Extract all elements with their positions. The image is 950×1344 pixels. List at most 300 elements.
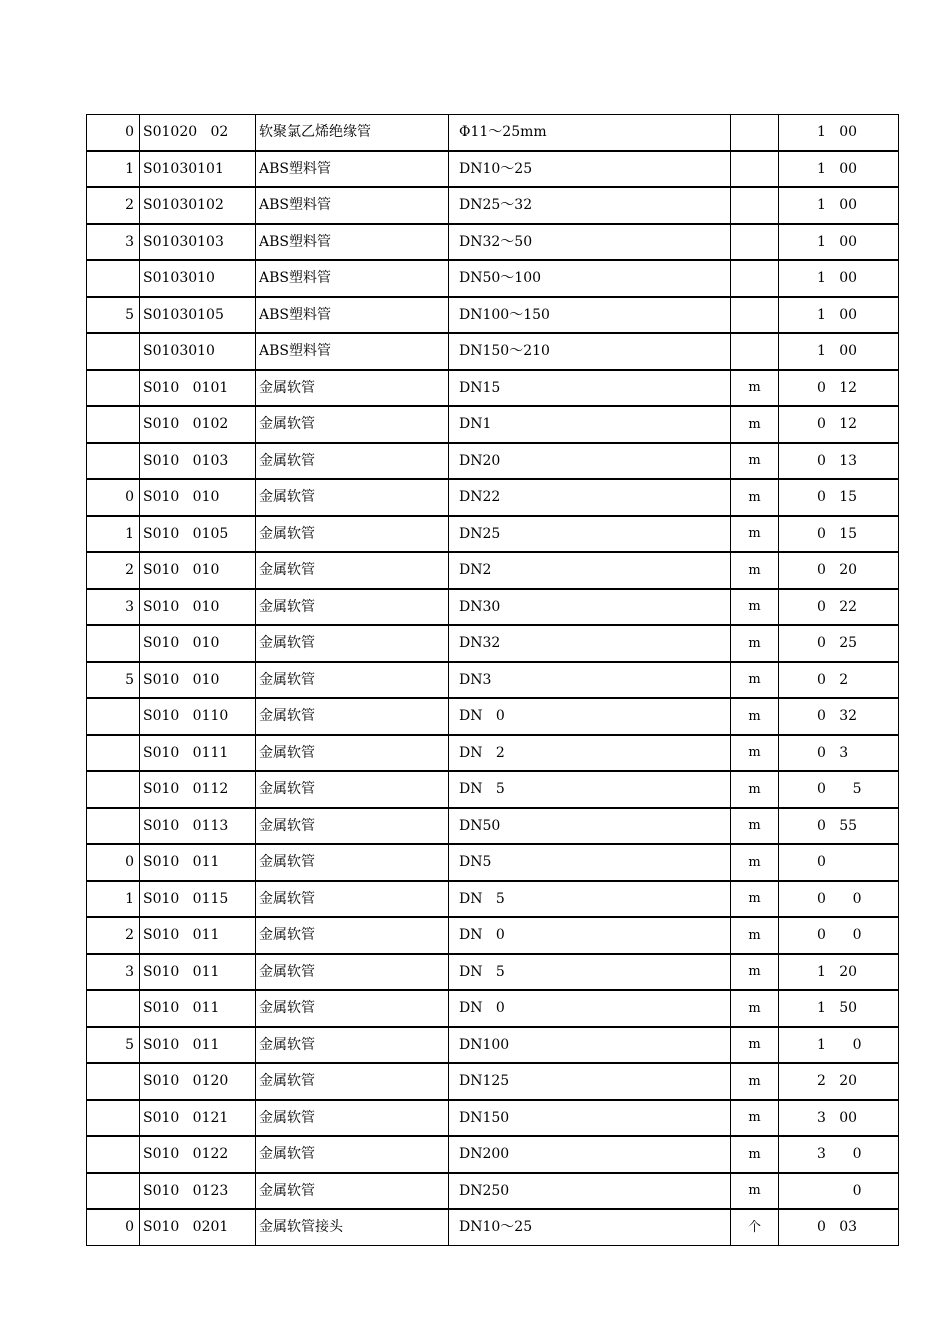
table-row (87, 698, 899, 735)
item-name-cell (256, 954, 449, 991)
item-code-text: S010 011 (143, 963, 220, 980)
table-row (87, 406, 899, 443)
item-code-text: S010 0121 (143, 1109, 229, 1126)
item-quantity-text: 0 32 (817, 708, 858, 725)
row-number-cell (87, 1100, 140, 1137)
row-number-cell (87, 881, 140, 918)
item-quantity-text: 1 50 (817, 1000, 858, 1017)
item-unit-text: m (748, 745, 761, 761)
item-quantity-text: 0 25 (817, 635, 858, 652)
item-spec-text: DN10～25 (459, 1219, 533, 1236)
row-number-text: 0 (125, 854, 134, 871)
item-code-cell (140, 881, 256, 918)
item-unit-text: m (748, 781, 761, 797)
item-name-text: ABS塑料管 (259, 306, 331, 323)
item-code-cell (140, 771, 256, 808)
item-unit-text: m (748, 599, 761, 615)
item-name-cell (256, 625, 449, 662)
item-spec-cell (449, 333, 731, 370)
item-unit-cell (731, 406, 779, 443)
row-number-cell (87, 954, 140, 991)
item-spec-cell (449, 844, 731, 881)
item-name-cell (256, 406, 449, 443)
item-name-cell (256, 1173, 449, 1210)
item-name-text: 金属软管 (259, 708, 315, 725)
item-name-cell (256, 771, 449, 808)
table-row (87, 589, 899, 626)
item-quantity-text: 0 0 (817, 890, 862, 907)
item-unit-cell (731, 552, 779, 589)
item-quantity-text: 0 2 (817, 671, 849, 688)
item-quantity-text: 3 0 (817, 1146, 862, 1163)
item-name-text: 金属软管 (259, 379, 315, 396)
item-name-text: 金属软管 (259, 1109, 315, 1126)
item-name-text: ABS塑料管 (259, 197, 331, 214)
table-row (87, 844, 899, 881)
item-quantity-text: 1 00 (817, 270, 858, 287)
item-unit-cell (731, 1173, 779, 1210)
item-spec-text: DN10～25 (459, 160, 533, 177)
table-row (87, 808, 899, 845)
item-quantity-text: 0 0 (817, 927, 862, 944)
item-spec-cell (449, 1136, 731, 1173)
item-name-cell (256, 735, 449, 772)
table-row (87, 771, 899, 808)
item-quantity-cell (779, 990, 899, 1027)
item-spec-cell (449, 1063, 731, 1100)
item-name-text: ABS塑料管 (259, 160, 331, 177)
item-spec-text: DN5 (459, 854, 492, 871)
item-spec-text: DN32～50 (459, 233, 533, 250)
item-name-cell (256, 552, 449, 589)
row-number-text: 5 (125, 671, 134, 688)
item-spec-text: DN50～100 (459, 270, 542, 287)
item-quantity-text: 0 5 (817, 781, 862, 798)
item-name-cell (256, 662, 449, 699)
row-number-cell (87, 808, 140, 845)
item-code-cell (140, 406, 256, 443)
item-unit-text: m (748, 818, 761, 834)
item-name-text: 金属软管 (259, 452, 315, 469)
item-code-cell (140, 260, 256, 297)
item-quantity-cell (779, 151, 899, 188)
item-spec-cell (449, 808, 731, 845)
item-spec-cell (449, 443, 731, 480)
item-name-text: 金属软管 (259, 1000, 315, 1017)
item-quantity-text: 0 12 (817, 379, 858, 396)
item-code-cell (140, 844, 256, 881)
item-unit-cell (731, 260, 779, 297)
table-row (87, 735, 899, 772)
item-quantity-cell (779, 443, 899, 480)
row-number-cell (87, 1063, 140, 1100)
row-number-cell (87, 990, 140, 1027)
item-spec-text: DN 5 (459, 890, 505, 907)
item-code-cell (140, 954, 256, 991)
item-spec-cell (449, 1209, 731, 1245)
item-quantity-cell (779, 224, 899, 261)
item-code-text: S010 011 (143, 927, 220, 944)
item-unit-cell (731, 698, 779, 735)
item-unit-text: m (748, 380, 761, 396)
item-code-text: S010 0115 (143, 890, 229, 907)
item-spec-text: DN 2 (459, 744, 505, 761)
item-quantity-text: 1 00 (817, 233, 858, 250)
item-name-cell (256, 479, 449, 516)
item-spec-cell (449, 917, 731, 954)
row-number-cell (87, 516, 140, 553)
item-spec-cell (449, 625, 731, 662)
item-quantity-text: 0 (817, 854, 826, 871)
row-number-cell (87, 115, 140, 151)
item-unit-cell (731, 151, 779, 188)
item-code-text: S010 010 (143, 489, 220, 506)
item-name-cell (256, 1063, 449, 1100)
item-quantity-text: 1 00 (817, 197, 858, 214)
item-spec-text: DN 0 (459, 1000, 505, 1017)
item-quantity-cell (779, 1063, 899, 1100)
item-name-cell (256, 808, 449, 845)
item-spec-cell (449, 297, 731, 334)
item-quantity-text: 2 20 (817, 1073, 858, 1090)
item-spec-cell (449, 151, 731, 188)
item-unit-text: m (748, 672, 761, 688)
item-code-text: S01030105 (143, 306, 224, 323)
row-number-cell (87, 698, 140, 735)
item-spec-text: DN30 (459, 598, 501, 615)
item-quantity-cell (779, 1100, 899, 1137)
item-name-cell (256, 1100, 449, 1137)
table-row (87, 954, 899, 991)
item-code-text: S010 010 (143, 562, 220, 579)
item-name-cell (256, 443, 449, 480)
item-unit-cell (731, 516, 779, 553)
row-number-cell (87, 297, 140, 334)
item-quantity-text: 0 55 (817, 817, 858, 834)
item-quantity-text: 1 00 (817, 160, 858, 177)
row-number-cell (87, 662, 140, 699)
item-code-text: S010 0113 (143, 817, 229, 834)
item-unit-cell (731, 224, 779, 261)
item-unit-text: m (748, 854, 761, 870)
item-name-text: 金属软管 (259, 525, 315, 542)
item-name-text: ABS塑料管 (259, 343, 331, 360)
item-name-cell (256, 881, 449, 918)
item-quantity-cell (779, 954, 899, 991)
item-code-cell (140, 1173, 256, 1210)
item-name-text: 金属软管 (259, 1073, 315, 1090)
table-row (87, 625, 899, 662)
item-spec-cell (449, 954, 731, 991)
item-unit-cell (731, 370, 779, 407)
item-name-text: 金属软管 (259, 671, 315, 688)
item-unit-cell (731, 333, 779, 370)
row-number-text: 3 (125, 963, 134, 980)
item-code-text: S010 0201 (143, 1219, 229, 1236)
item-quantity-cell (779, 479, 899, 516)
item-quantity-text: 1 00 (817, 343, 858, 360)
item-unit-cell (731, 662, 779, 699)
item-quantity-cell (779, 735, 899, 772)
table-row (87, 1173, 899, 1210)
item-quantity-cell (779, 844, 899, 881)
item-name-cell (256, 844, 449, 881)
item-code-text: S010 0110 (143, 708, 229, 725)
table-row (87, 881, 899, 918)
item-spec-cell (449, 1100, 731, 1137)
item-code-text: S010 0101 (143, 379, 229, 396)
item-unit-cell (731, 1209, 779, 1245)
item-code-cell (140, 589, 256, 626)
item-spec-cell (449, 1173, 731, 1210)
item-quantity-cell (779, 1136, 899, 1173)
item-quantity-cell (779, 187, 899, 224)
item-quantity-text: 1 0 (817, 1036, 862, 1053)
table-row (87, 552, 899, 589)
item-name-text: 软聚氯乙烯绝缘管 (259, 124, 371, 141)
item-code-text: S010 0123 (143, 1182, 229, 1199)
item-code-text: S010 0120 (143, 1073, 229, 1090)
item-spec-text: DN2 (459, 562, 492, 579)
item-spec-cell (449, 370, 731, 407)
item-name-cell (256, 1136, 449, 1173)
item-unit-text: m (748, 708, 761, 724)
item-code-text: S0103010 (143, 270, 215, 287)
row-number-text: 2 (125, 562, 134, 579)
item-code-text: S010 010 (143, 671, 220, 688)
item-code-cell (140, 443, 256, 480)
item-name-text: 金属软管 (259, 890, 315, 907)
row-number-cell (87, 1209, 140, 1245)
item-quantity-cell (779, 698, 899, 735)
item-unit-cell (731, 954, 779, 991)
item-spec-cell (449, 479, 731, 516)
item-spec-cell (449, 516, 731, 553)
item-code-cell (140, 115, 256, 151)
table-row (87, 260, 899, 297)
item-unit-text: m (748, 562, 761, 578)
item-spec-text: DN100 (459, 1036, 510, 1053)
table-row (87, 1063, 899, 1100)
table-row (87, 151, 899, 188)
item-name-text: 金属软管 (259, 1146, 315, 1163)
item-spec-cell (449, 1027, 731, 1064)
item-unit-cell (731, 844, 779, 881)
item-name-cell (256, 589, 449, 626)
item-name-cell (256, 516, 449, 553)
item-unit-text: m (748, 891, 761, 907)
item-name-cell (256, 297, 449, 334)
item-code-cell (140, 552, 256, 589)
item-quantity-cell (779, 771, 899, 808)
item-spec-text: DN32 (459, 635, 501, 652)
item-code-cell (140, 1063, 256, 1100)
item-unit-cell (731, 589, 779, 626)
table-row (87, 990, 899, 1027)
row-number-text: 2 (125, 927, 134, 944)
item-quantity-cell (779, 406, 899, 443)
item-spec-cell (449, 662, 731, 699)
item-quantity-cell (779, 662, 899, 699)
item-unit-cell (731, 808, 779, 845)
item-code-text: S010 010 (143, 635, 220, 652)
item-unit-cell (731, 479, 779, 516)
item-name-text: 金属软管 (259, 781, 315, 798)
item-spec-text: DN 0 (459, 708, 505, 725)
table-row (87, 443, 899, 480)
row-number-text: 3 (125, 598, 134, 615)
item-name-cell (256, 370, 449, 407)
item-code-text: S010 0103 (143, 452, 229, 469)
item-quantity-cell (779, 516, 899, 553)
item-quantity-cell (779, 808, 899, 845)
item-code-cell (140, 662, 256, 699)
item-code-text: S010 0105 (143, 525, 229, 542)
table-row (87, 187, 899, 224)
item-name-cell (256, 990, 449, 1027)
item-unit-cell (731, 881, 779, 918)
item-quantity-text: 0 22 (817, 598, 858, 615)
row-number-cell (87, 1136, 140, 1173)
item-name-text: 金属软管 (259, 817, 315, 834)
item-code-cell (140, 333, 256, 370)
item-spec-cell (449, 881, 731, 918)
item-code-cell (140, 1027, 256, 1064)
row-number-text: 5 (125, 306, 134, 323)
table-row (87, 1027, 899, 1064)
item-code-text: S010 011 (143, 854, 220, 871)
row-number-cell (87, 479, 140, 516)
item-spec-text: DN150～210 (459, 343, 550, 360)
item-quantity-cell (779, 260, 899, 297)
row-number-cell (87, 589, 140, 626)
item-name-cell (256, 260, 449, 297)
row-number-text: 1 (125, 525, 134, 542)
row-number-cell (87, 625, 140, 662)
item-code-cell (140, 370, 256, 407)
item-spec-text: DN25～32 (459, 197, 533, 214)
item-code-text: S010 011 (143, 1000, 220, 1017)
item-spec-text: DN50 (459, 817, 501, 834)
item-code-cell (140, 735, 256, 772)
item-quantity-cell (779, 370, 899, 407)
item-code-cell (140, 297, 256, 334)
item-unit-text: m (748, 489, 761, 505)
row-number-cell (87, 406, 140, 443)
item-unit-cell (731, 1063, 779, 1100)
row-number-cell (87, 771, 140, 808)
item-spec-text: DN250 (459, 1182, 510, 1199)
item-quantity-cell (779, 552, 899, 589)
item-quantity-cell (779, 1173, 899, 1210)
item-unit-text: m (748, 416, 761, 432)
item-quantity-cell (779, 297, 899, 334)
table-row (87, 297, 899, 334)
item-quantity-text: 0 03 (817, 1219, 858, 1236)
item-unit-text: m (748, 1037, 761, 1053)
item-name-text: ABS塑料管 (259, 270, 331, 287)
item-spec-text: DN150 (459, 1109, 510, 1126)
item-code-text: S010 0112 (143, 781, 229, 798)
item-code-cell (140, 1209, 256, 1245)
item-spec-text: DN 5 (459, 781, 505, 798)
item-spec-cell (449, 589, 731, 626)
item-quantity-cell (779, 589, 899, 626)
item-code-text: S010 010 (143, 598, 220, 615)
row-number-cell (87, 187, 140, 224)
item-unit-cell (731, 187, 779, 224)
item-name-text: 金属软管 (259, 489, 315, 506)
table-row (87, 516, 899, 553)
item-quantity-cell (779, 333, 899, 370)
item-quantity-text: 0 15 (817, 489, 858, 506)
item-code-text: S010 0122 (143, 1146, 229, 1163)
item-name-text: 金属软管 (259, 854, 315, 871)
table-row (87, 662, 899, 699)
row-number-cell (87, 224, 140, 261)
item-name-text: 金属软管 (259, 598, 315, 615)
item-spec-cell (449, 224, 731, 261)
item-name-cell (256, 151, 449, 188)
item-spec-text: DN25 (459, 525, 501, 542)
item-name-text: 金属软管 (259, 1182, 315, 1199)
item-unit-cell (731, 1136, 779, 1173)
item-unit-text: m (748, 1146, 761, 1162)
row-number-text: 1 (125, 160, 134, 177)
item-quantity-text: 0 (817, 1182, 862, 1199)
item-spec-cell (449, 552, 731, 589)
item-name-cell (256, 115, 449, 151)
item-name-text: 金属软管 (259, 635, 315, 652)
item-unit-cell (731, 1027, 779, 1064)
item-name-text: 金属软管 (259, 927, 315, 944)
row-number-cell (87, 443, 140, 480)
item-quantity-text: 0 20 (817, 562, 858, 579)
item-spec-text: DN20 (459, 452, 501, 469)
item-name-text: ABS塑料管 (259, 233, 331, 250)
row-number-text: 0 (125, 124, 134, 141)
item-unit-text: m (748, 1073, 761, 1089)
item-code-text: S010 0111 (143, 744, 229, 761)
item-code-text: S0103010 (143, 343, 215, 360)
item-spec-text: DN 5 (459, 963, 505, 980)
item-spec-cell (449, 990, 731, 1027)
item-quantity-cell (779, 917, 899, 954)
item-unit-text: m (748, 1183, 761, 1199)
item-name-cell (256, 333, 449, 370)
item-name-text: 金属软管 (259, 416, 315, 433)
table-row (87, 1209, 899, 1245)
table-row (87, 115, 899, 151)
item-code-text: S010 0102 (143, 416, 229, 433)
item-unit-cell (731, 990, 779, 1027)
table-row (87, 370, 899, 407)
item-spec-text: DN3 (459, 671, 492, 688)
row-number-text: 0 (125, 1219, 134, 1236)
item-unit-cell (731, 115, 779, 151)
row-number-cell (87, 1027, 140, 1064)
item-code-cell (140, 698, 256, 735)
item-spec-cell (449, 115, 731, 151)
item-name-text: 金属软管 (259, 963, 315, 980)
row-number-cell (87, 370, 140, 407)
row-number-cell (87, 552, 140, 589)
item-code-text: S01030101 (143, 160, 224, 177)
item-name-text: 金属软管 (259, 744, 315, 761)
table-row (87, 333, 899, 370)
item-name-cell (256, 1209, 449, 1245)
item-name-cell (256, 917, 449, 954)
